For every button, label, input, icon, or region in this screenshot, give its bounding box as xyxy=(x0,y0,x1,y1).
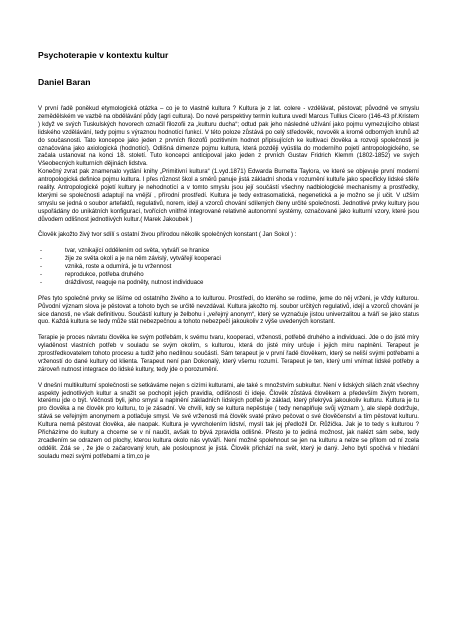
paragraph-gap xyxy=(38,287,419,295)
paragraph-gap xyxy=(38,239,419,247)
list-item-text: žije ze světa okolí a je na něm závislý, vytvářejí kooperaci xyxy=(65,255,221,263)
paragraph-gap xyxy=(38,224,419,232)
paragraph: Přes tyto společné prvky se lišíme od ostatního živého a to kulturou. Prostředí, do kterého se rodíme, jeme do něj vrženi, je vždy kulturou. Původní význam slova je pěstovat a tohoto bych se určitě nevzdával. Kultura jakožto mj. soubor určitých regulativů, idejí a vzorců chování je sice danosti, ne však definitivou. Součástí kultury je želbohu i „veřejný anonym“, který se vyznačuje jistou univerzalitou a tváří se jako status quo. Každá kultura se tedy může stát nebezpečnou a tohoto nebezpečí jakoukoliv z výše uvedených konstant. xyxy=(38,294,419,326)
paragraph: Člověk jakožto živý tvor sdílí s ostatní živou přírodou několik společných konstant ( Jan Sokol ) : xyxy=(38,231,297,239)
paragraph: V první řadě poněkud etymologická otázka – co je to vlastně kultura ? Kultura je z lat. colere - vzdělávat, pěstovat; původně ve smyslu zemědělském ve vazbě na obdělávání půdy (agri cultura). Do nové perspektivy termín kultura uvedl Marcus Tullius Cicero (146-43 př.Kristem ) když ve svých Tuskulských hovorech označil filozofii za „kulturu ducha“; odtud pak jeho následné užívání jako pojmu vymezujícího oblast lidského vzdělávání, tedy pojmu s výraznou hodnotící funkcí. V této poloze zůstává po celý středověk, novověk a kromě odborných kruhů až do současnosti. Tato koncepce jako jeden z prvních filozofů pozitivním hodnot připisujících ke kultivaci člověka a rozvoji společnosti je označována jako axiologická (hodnotící). Odlišná dimenze pojmu kultura, která později vyústila do moderního pojetí antropologického, se začala ustanovat na konci 18. století. Tuto koncepci anticipoval jako jeden z prvních Gustav Fridrich Klemm (1802-1852) ve svých Všeobecných kulturních dějinách lidstva. xyxy=(38,105,419,168)
list-item xyxy=(38,271,419,279)
document-title: Psychoterapie v kontextu kultur xyxy=(38,50,169,60)
list-item-text: reprodukce, potřeba druhého xyxy=(65,271,144,278)
paragraph: Terapie je proces návratu člověka ke svým potřebám, k svému tvaru, kooperaci, vrženosti, potřebě druhého a individuaci. Jde o do jisté míry vyladěnost vlastních potřeb v souladu se svým okolím, s kulturou, která do jisté míry určuje i jejich míru naplnění. Terapeut je zprostředkovatelem tohoto procesu a tudíž jeho nedílnou součástí. Sám terapeut je v první řadě člověkem, který se neliší svými potřebami a vržeností do dané kultury od klienta. Terapeut není pan Dokonalý, který všemu rozumí. Terapeut je ten, který umí vnímat lidské potřeby a zároveň nutnost integrace do lidské kultury, tedy jde o porozumění. xyxy=(38,334,419,373)
constants-list xyxy=(38,247,419,287)
list-item-text: tvar, vznikající oddělením od světa, vytváří se hranice xyxy=(65,247,210,255)
document-body xyxy=(38,105,419,461)
paragraph-gap xyxy=(38,326,419,334)
list-dash: - xyxy=(40,278,43,286)
list-dash: - xyxy=(40,247,43,255)
paragraph-gap xyxy=(38,374,419,382)
document-content xyxy=(38,50,419,461)
list-dash: - xyxy=(40,271,43,278)
paragraph: V dnešní multikulturní společnosti se setkáváme nejen s cizími kulturami, ale také s množstvím subkultur. Není v lidských silách znát všechny aspekty jednotlivých kultur a snažit se pochopit jejich pravidla, odlišnosti či ideje. Člověk zůstává člověkem a především živým tvorem, kterému jde o být. Věčnosti byli, jeho smysl a naplnění základních lidských potřeb je základ, který překrývá jakoukoliv kulturu. Kultura je tu pro člověka a ne člověk pro kulturu, to je zásadní. Ve chvíli, kdy se kultura nepěstuje ( tedy nenaplňuje svůj význam ), ale slepě dodržuje, stává se veřejným anonymem a potlačuje smysl. Ve své vrženosti má člověk svaté právo pečovat o své člověčenství a tím pěstovat kulturu. Kultura nemá pěstovat člověka, ale naopak. Kultura je vyvrcholením lidství, myslí tak jej předložil Dr. Růžička. Jak je to tedy s kulturou ? Přicházíme do kultury a chceme se v ní naučit, avšak to bývá zpravidla odlišné. Přesto je to jediná možnost, jak nalézt sám sebe, tedy zrcadlením se odrazem od plochy, kterou kultura okolo nás vytváří. Není možné spolehnout se jen na kulturu a nelze se přitom od ní zcela oddělit. Zdá se , že jde o začarovaný kruh, ale posloupnost je jistá. Člověk přichází na svět, který je daný. Jeho bytí spočívá v hledání souladu mezi svými potřebami a tím,co je xyxy=(38,381,419,460)
paragraph: Konečný zvrat pak znamenalo vydání knihy „Primitivní kultura“ (1.vyd.1871) Edwarda Burnetta Taylora, ve které se objevuje první moderní antropologická definice pojmu kultura. I přes různost škol a směrů panuje jistá základní shoda v rozumění kultuře jako specificky lidské sféře reality. Antropologické pojetí kultury je nehodnotící a v tomto smyslu jsou její součástí všechny nadbiologické mechanismy a prostředky, kterými se společnosti adaptují na vnější , přírodní prostředí. Kultura je tedy extrasomatická, negenetická a je možno se jí učit. V užším smyslu se jedná o soubor artefaktů, regulativů, norem, idejí a vzorců chování sdílených členy určité společnosti. Jednotlivé prvky kultury jsou uspořádány do unikátních konfigurací, tvořících vnitřně integrované relativně autonomní systémy, označované jako kulturní vzory, které jsou důvodem odlišnost jednotlivých kultur.( Marek Jakoubek ) xyxy=(38,168,419,223)
list-item-text: vzniká, roste a odumírá, je tu vržennost xyxy=(65,263,172,271)
list-item xyxy=(38,247,419,255)
list-item xyxy=(38,263,419,271)
list-dash: - xyxy=(40,255,43,263)
list-dash: - xyxy=(40,263,43,271)
list-item xyxy=(38,279,419,287)
list-item xyxy=(38,255,419,263)
document-author: Daniel Baran xyxy=(38,77,91,87)
list-item-text: dráždivost, reaguje na podněty, nutnost individuace xyxy=(65,278,204,286)
